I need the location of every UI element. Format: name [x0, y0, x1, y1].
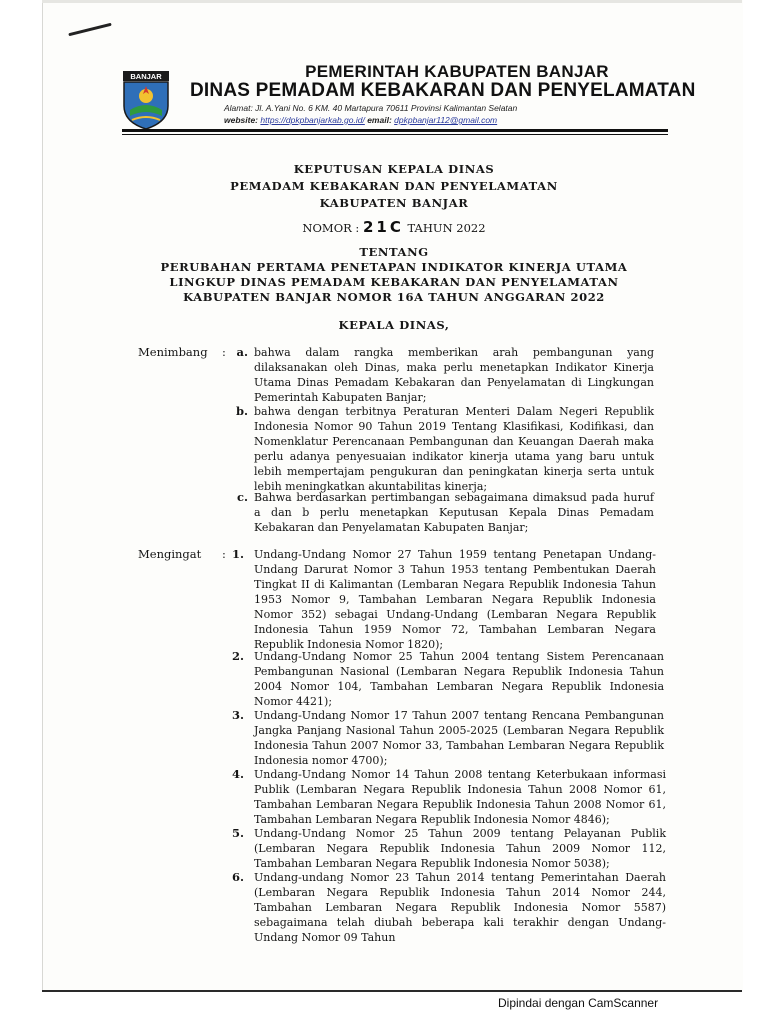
- decree-number: [120, 218, 668, 236]
- mengingat-item-1: Undang-Undang Nomor 27 Tahun 1959 tentang Penetapan Undang-Undang Darurat Nomor 3 Tahun 1953 tentang Pembentukan Daerah Tingkat II di Kalimantan (Lembaran Negara Republik Indonesia Tahun 1953 Nomor 9, Tambahan Lembaran Negara Republik Indonesia Nomor 352) sebagai Undang-Undang (Lembaran Negara Republik Indonesia Tahun 1959 Nomor 72, Tambahan Lembaran Negara Republik Indonesia Nomor 1820);: [254, 548, 656, 651]
- mengingat-marker-5: 5.: [231, 826, 244, 840]
- menimbang-marker-c: c.: [236, 490, 248, 504]
- website-label: website:: [224, 115, 259, 125]
- contact-line: [224, 115, 644, 125]
- tentang-heading: TENTANG: [359, 245, 429, 259]
- menimbang-marker-b: b.: [235, 404, 248, 418]
- government-name: PEMERINTAH KABUPATEN BANJAR: [305, 62, 609, 81]
- scan-edge-top: [42, 0, 742, 3]
- nomor-label: NOMOR :: [302, 221, 360, 235]
- agency-name: DINAS PEMADAM KEBAKARAN DAN PENYELAMATAN: [190, 80, 696, 101]
- mengingat-item-2: Undang-Undang Nomor 25 Tahun 2004 tentang Sistem Perencanaan Pembangunan Nasional (Lembaran Negara Republik Indonesia Tahun 2004 Nomor 104, Tambahan Lembaran Negara Republik Indonesia Nomor 4421);: [254, 650, 664, 708]
- subject-line1: PERUBAHAN PERTAMA PENETAPAN INDIKATOR KINERJA UTAMA: [160, 260, 628, 274]
- menimbang-item-c: Bahwa berdasarkan pertimbangan sebagaimana dimaksud pada huruf a dan b perlu menetapkan Keputusan Kepala Dinas Pemadam Kebakaran dan Penyelamatan Kabupaten Banjar;: [254, 491, 654, 534]
- letterhead-rule-thin: [122, 134, 668, 135]
- agency-address: Alamat: Jl. A.Yani No. 6 KM. 40 Martapura 70611 Provinsi Kalimantan Selatan: [224, 103, 518, 113]
- mengingat-marker-6: 6.: [231, 870, 244, 884]
- mengingat-colon: :: [222, 547, 226, 561]
- mengingat-item-4: Undang-Undang Nomor 14 Tahun 2008 tentang Keterbukaan informasi Publik (Lembaran Negara Republik Indonesia Tahun 2008 Nomor 61, Tambahan Lembaran Negara Republik Indonesia Tahun 2008 Nomor 61, Tambahan Lembaran Negara Republik Indonesia Nomor 4846);: [254, 768, 666, 826]
- mengingat-item-6: Undang-undang Nomor 23 Tahun 2014 tentang Pemerintahan Daerah (Lembaran Negara Republik Indonesia Tahun 2014 Nomor 244, Tambahan Lembaran Negara Republik Indonesia Nomor 5587) sebagaimana telah diubah beberapa kali terakhir dengan Undang-Undang Nomor 09 Tahun: [254, 871, 666, 944]
- letterhead: [122, 62, 696, 134]
- mengingat-marker-4: 4.: [231, 767, 244, 781]
- mengingat-item-5: Undang-Undang Nomor 25 Tahun 2009 tentang Pelayanan Publik (Lembaran Negara Republik Indonesia Tahun 2009 Nomor 112, Tambahan Lembaran Negara Republik Indonesia Nomor 5038);: [254, 827, 666, 870]
- nomor-handwritten: 21C: [362, 218, 404, 236]
- mengingat-marker-1: 1.: [231, 547, 244, 561]
- menimbang-marker-a: a.: [236, 345, 248, 359]
- menimbang-colon: :: [222, 345, 226, 359]
- decree-title-line2: PEMADAM KEBAKARAN DAN PENYELAMATAN: [230, 179, 558, 193]
- menimbang-item-b: bahwa dengan terbitnya Peraturan Menteri Dalam Negeri Republik Indonesia Nomor 90 Tahun 2019 Tentang Klasifikasi, Kodifikasi, dan Nomenklatur Perencanaan Pembangunan dan Keuangan Daerah maka perlu adanya penyesuaian indikator kinerja utama yang baru untuk lebih mempertajam pengukuran dan peningkatan kinerja serta untuk lebih meningkatkan akuntabilitas kinerja;: [254, 405, 654, 493]
- website-link[interactable]: https://dpkpbanjarkab.go.id/: [260, 115, 365, 125]
- email-label: email:: [367, 115, 392, 125]
- menimbang-label: Menimbang: [138, 345, 208, 359]
- decree-title-line1: KEPUTUSAN KEPALA DINAS: [293, 162, 495, 176]
- menimbang-item-a: bahwa dalam rangka memberikan arah pembangunan yang dilaksanakan oleh Dinas, maka perlu menetapkan Indikator Kinerja Utama Dinas Pemadam Kebakaran dan Penyelamatan di Lingkungan Pemerintah Kabupaten Banjar;: [254, 346, 654, 404]
- camscanner-footer: Dipindai dengan CamScanner: [498, 996, 659, 1010]
- subject-line3: KABUPATEN BANJAR NOMOR 16A TAHUN ANGGARAN 2022: [183, 290, 605, 304]
- kepala-dinas-heading: KEPALA DINAS,: [338, 318, 450, 332]
- decree-title-line3: KABUPATEN BANJAR: [319, 196, 469, 210]
- scan-edge-bottom: [42, 990, 742, 992]
- mengingat-item-3: Undang-Undang Nomor 17 Tahun 2007 tentang Rencana Pembangunan Jangka Panjang Nasional Tahun 2005-2025 (Lembaran Negara Republik Indonesia Tahun 2007 Nomor 33, Tambahan Lembaran Negara Republik Indonesia nomor 4700);: [254, 709, 664, 767]
- subject-line2: LINGKUP DINAS PEMADAM KEBAKARAN DAN PENYELAMATAN: [169, 275, 619, 289]
- letterhead-rule-thick: [122, 129, 668, 132]
- mengingat-marker-3: 3.: [231, 708, 244, 722]
- emblem-text: BANJAR: [130, 72, 162, 81]
- mengingat-marker-2: 2.: [231, 649, 244, 663]
- email-link[interactable]: dpkpbanjar112@gmail.com: [394, 115, 498, 125]
- mengingat-label: Mengingat: [138, 547, 202, 561]
- nomor-year: TAHUN 2022: [407, 221, 486, 235]
- kabupaten-banjar-emblem-icon: [122, 70, 170, 130]
